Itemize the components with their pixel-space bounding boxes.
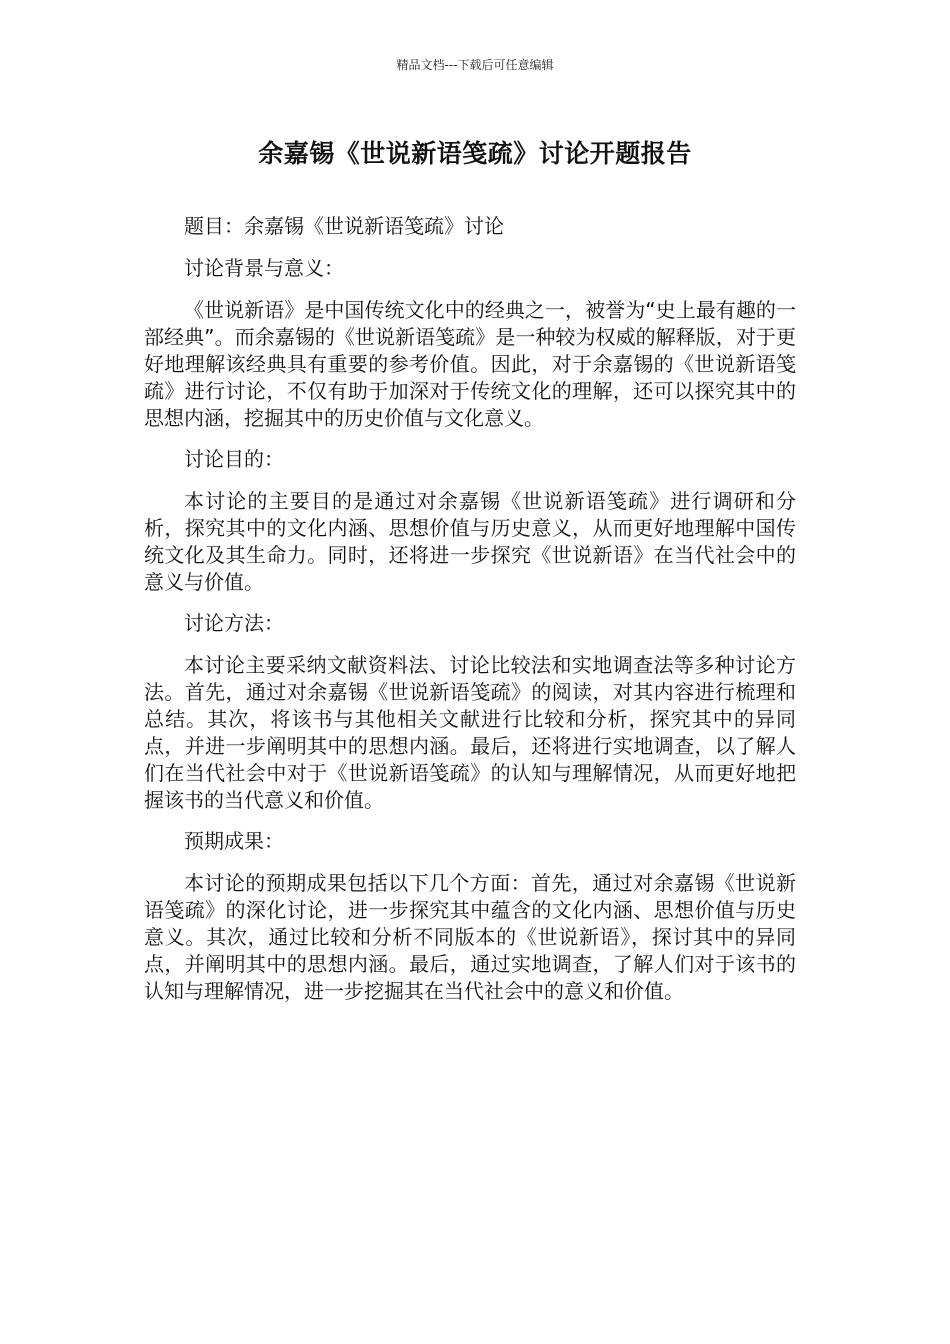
header-note: 精品文档---下载后可任意编辑 [396,58,554,72]
method-label: 讨论方法： [184,611,284,635]
document-body [144,213,796,1005]
topic-line: 题目：余嘉锡《世说新语笺疏》讨论 [184,214,504,238]
method-paragraph: 本讨论主要采纳文献资料法、讨论比较法和实地调查法等多种讨论方法。首先，通过对余嘉锡《世说新语笺疏》的阅读，对其内容进行梳理和总结。其次，将该书与其他相关文献进行比较和分析，探究其中的异同点，并进一步阐明其中的思想内涵。最后，还将进行实地调查，以了解人们在当代社会中对于《世说新语笺疏》的认知与理解情况，从而更好地把握该书的当代意义和价值。 [144,653,796,812]
background-paragraph: 《世说新语》是中国传统文化中的经典之一，被誉为“史上最有趣的一部经典”。而余嘉锡的《世说新语笺疏》是一种较为权威的解释版，对于更好地理解该经典具有重要的参考价值。因此，对于余嘉锡的《世说新语笺疏》进行讨论，不仅有助于加深对于传统文化的理解，还可以探究其中的思想内涵，挖掘其中的历史价值与文化意义。 [144,298,796,430]
background-label: 讨论背景与意义： [184,256,344,280]
results-label: 预期成果： [184,829,284,853]
document-title: 余嘉锡《世说新语笺疏》讨论开题报告 [258,139,692,168]
results-paragraph: 本讨论的预期成果包括以下几个方面：首先，通过对余嘉锡《世说新语笺疏》的深化讨论，进一步探究其中蕴含的文化内涵、思想价值与历史意义。其次，通过比较和分析不同版本的《世说新语》，探讨其中的异同点，并阐明其中的思想内涵。最后，通过实地调查，了解人们对于该书的认知与理解情况，进一步挖掘其在当代社会中的意义和价值。 [144,871,796,1003]
purpose-label: 讨论目的： [184,447,284,471]
purpose-paragraph: 本讨论的主要目的是通过对余嘉锡《世说新语笺疏》进行调研和分析，探究其中的文化内涵、思想价值与历史意义，从而更好地理解中国传统文化及其生命力。同时，还将进一步探究《世说新语》在当代社会中的意义与价值。 [144,489,796,594]
